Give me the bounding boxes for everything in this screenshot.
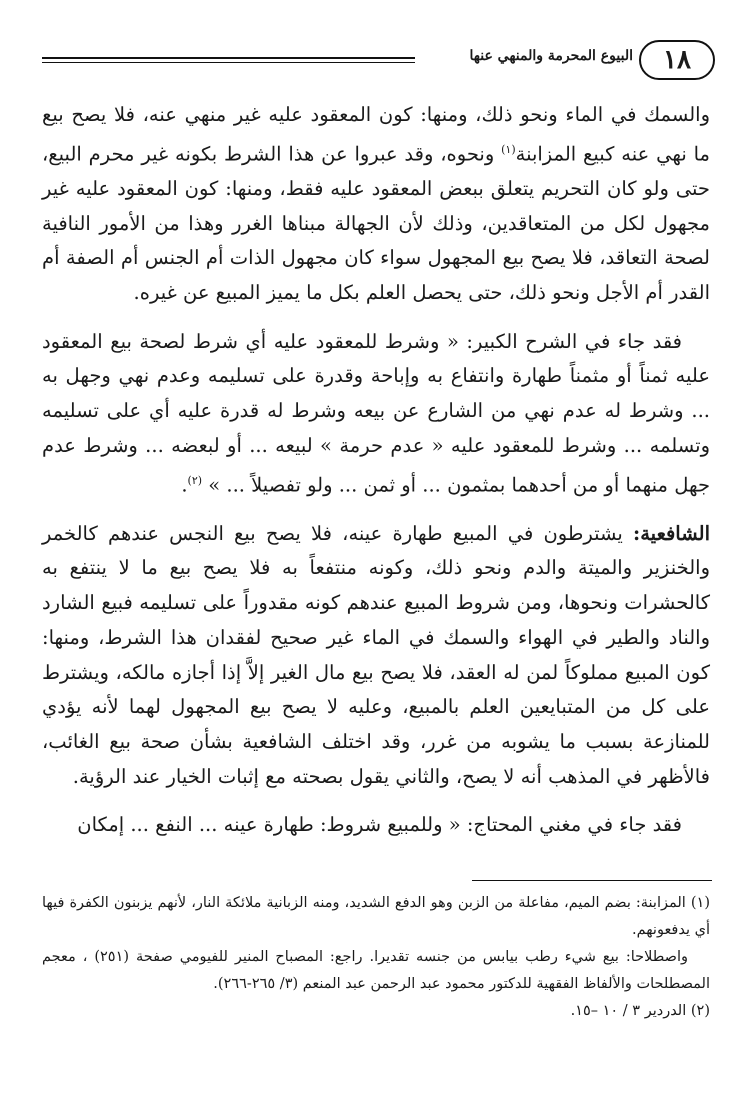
- header-rule: [42, 57, 415, 63]
- paragraph-4: فقد جاء في مغني المحتاج: « وللمبيع شروط: طهارة عينه ... النفع ... إمكان: [77, 813, 682, 837]
- footnotes: [42, 890, 710, 1025]
- running-title: البيوع المحرمة والمنهي عنها: [469, 48, 633, 64]
- paragraph-2-text: فقد جاء في الشرح الكبير: « وشرط للمعقود عليه أي شرط لصحة بيع المعقود عليه ثمناً أو مثمناً طهارة وانتفاع به وإباحة وقدرة على تسليمه وعدم نهي وجهل به ... وشرط له عدم نهي من الشارع عن بيعه وشرط له قدرة عليه أي على تسليمه وتسلمه ... وشرط للمعقود عليه « عدم حرمة » لبيعه ... أو لبعضه ... وشرط عدم جهل منهما أو من أحدهما بمثمون ... أو ثمن ... ولو تفصيلاً ... »: [42, 329, 710, 497]
- footnote-ref-1: (١): [501, 142, 516, 156]
- footnote-rule: [472, 880, 712, 881]
- shafiiya-term: الشافعية:: [633, 521, 710, 545]
- footnote-ref-2: (٢): [187, 473, 203, 487]
- page-number: ١٨: [639, 40, 715, 80]
- page-header: [40, 40, 715, 84]
- paragraph-2-end: .: [181, 473, 188, 497]
- footnote-2: (٢) الدردير ٣ / ١٠ –١٥.: [570, 1003, 710, 1019]
- paragraph-1-rest: ونحوه، وقد عبروا عن هذا الشرط بكونه غير محرم البيع، حتى ولو كان التحريم يتعلق ببعض المعقود عليه فقط، ومنها: كون المعقود عليه غير مجهول لكل من المتعاقدين، وذلك لأن الجهالة مبناها الغرر وهذا من الأمور النافية لصحة التعاقد، فلا يصح بيع المجهول سواء كان مجهول الذات أم الجنس أم الصفة أم القدر أم الأجل ونحو ذلك، حتى يحصل العلم بكل ما يميز المبيع عن غيره.: [42, 142, 710, 305]
- paragraph-2: [42, 325, 710, 503]
- paragraph-3: [42, 517, 710, 795]
- paragraph-1: [42, 98, 710, 311]
- main-text: [42, 98, 710, 857]
- paragraph-3-text: يشترطون في المبيع طهارة عينه، فلا يصح بيع النجس عندهم كالخمر والخنزير والميتة والدم ونحو ذلك، وكونه منتفعاً به فلا يصح بيع ما لا ينتفع به كالحشرات ونحوها، ومن شروط المبيع عندهم كونه مقدوراً على تسليمه فبيع الشارد والناد والطير في الهواء والسمك في الماء غير صحيح لفقدان هذا الشرط، ومنها: كون المبيع مملوكاً لمن له العقد، فلا يصح بيع مال الغير إلاَّ إذا أجازه مالكه، ويشترط على كل من المتبايعين العلم بالمبيع، وعليه لا يصح بيع المجهول لهما لأنه يؤدي للمنازعة بسبب ما يشوبه من غرر، وقد اختلف الشافعية بشأن صحة بيع الغائب، فالأظهر في المذهب أنه لا يصح، والثاني يقول بصحته مع إثبات الخيار عند الرؤية.: [42, 521, 710, 788]
- footnote-1: (١) المزابنة: بضم الميم، مفاعلة من الزبن وهو الدفع الشديد، ومنه الزبانية ملائكة النار، لأنهم يزبنون الكفرة فيها أي يدفعونهم.: [42, 895, 710, 938]
- footnote-1-continued: واصطلاحا: بيع شيء رطب بيابس من جنسه تقديرا. راجع: المصباح المنير للفيومي صفحة (٢٥١) ، معجم المصطلحات والألفاظ الفقهية للدكتور محمود عبد الرحمن عبد المنعم (٣/ ٢٦٥-٢٦٦).: [42, 949, 710, 992]
- paragraph-1-text: والسمك في الماء ونحو ذلك، ومنها: كون المعقود عليه غير منهي عنه، فلا يصح بيع ما نهي عنه كبيع المزابنة: [42, 103, 710, 166]
